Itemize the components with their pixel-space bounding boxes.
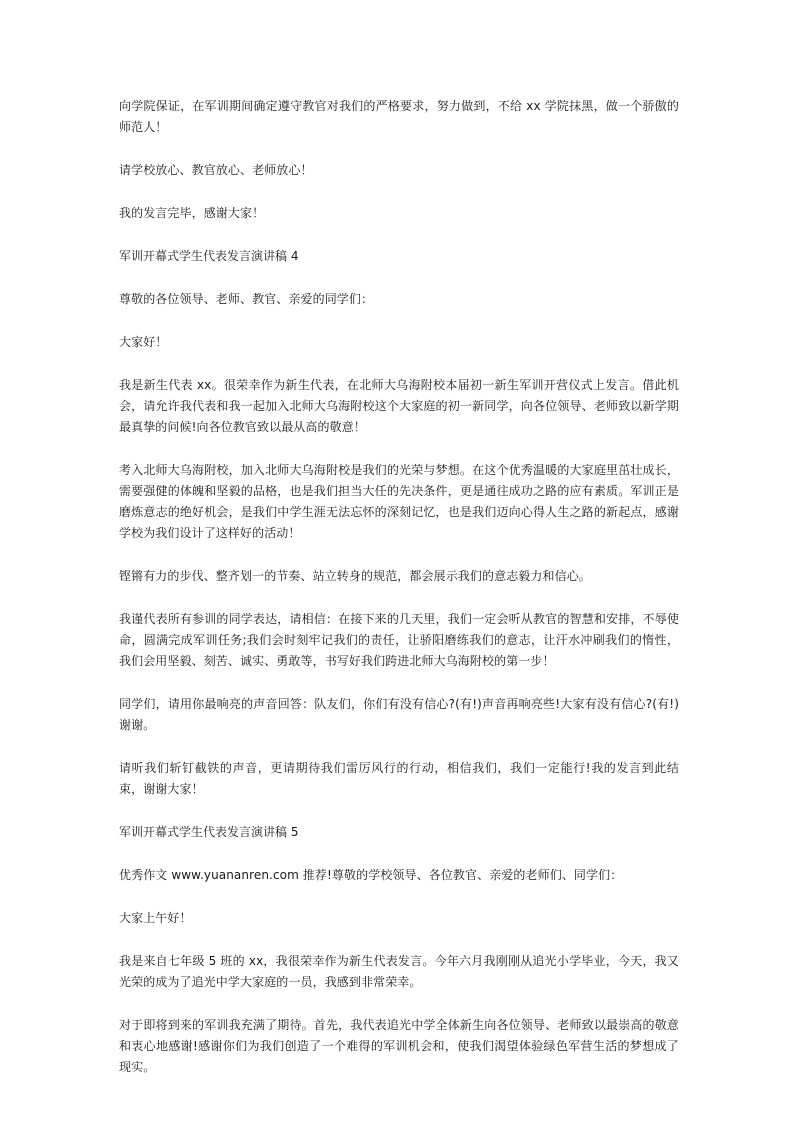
section-heading: 军训开幕式学生代表发言演讲稿 5 [119, 825, 299, 839]
salutation: 尊敬的各位领导、老师、教官、亲爱的同学们： [119, 292, 374, 306]
paragraph: 铿锵有力的步伐、整齐划一的节奏、站立转身的规范，都会展示我们的意志毅力和信心。 [119, 569, 591, 583]
paragraph: 我是来自七年级 5 班的 xx，我很荣幸作为新生代表发言。今年六月我刚刚从追光小学毕业，今天，我又光荣的成为了追光中学大家庭的一员，我感到非常荣幸。 [119, 954, 679, 989]
section-heading: 军训开幕式学生代表发言演讲稿 4 [119, 249, 299, 263]
paragraph: 请学校放心、教官放心、老师放心！ [119, 163, 313, 177]
greeting: 大家好！ [119, 335, 168, 349]
paragraph: 对于即将到来的军训我充满了期待。首先，我代表追光中学全体新生向各位领导、老师致以最崇高的敬意和衷心地感谢!感谢你们为我们创造了一个难得的军训机会和，使我们渴望体验绿色军营生活的梦想成了现实。 [119, 1018, 679, 1074]
paragraph: 考入北师大乌海附校，加入北师大乌海附校是我们的光荣与梦想。在这个优秀温暖的大家庭里茁壮成长，需要强健的体魄和坚毅的品格，也是我们担当大任的先决条件，更是通往成功之路的应有素质。军训正是磨炼意志的绝好机会，是我们中学生涯无法忘怀的深刻记忆，也是我们迈向心得人生之路的新起点，感谢学校为我们设计了这样好的活动！ [119, 463, 679, 540]
greeting: 大家上午好！ [119, 911, 192, 925]
document-page [119, 96, 679, 1100]
paragraph: 我的发言完毕，感谢大家！ [119, 206, 265, 220]
paragraph: 请听我们斩钉截铁的声音，更请期待我们雷厉风行的行动，相信我们，我们一定能行!我的发言到此结束，谢谢大家！ [119, 761, 679, 796]
paragraph: 我谨代表所有参训的同学表达，请相信：在接下来的几天里，我们一定会听从教官的智慧和安排，不辱使命，圆满完成军训任务;我们会时刻牢记我们的责任，让骄阳磨练我们的意志，让汗水冲刷我们的惰性，我们会用坚毅、刻苦、诚实、勇敢等，书写好我们跨进北师大乌海附校的第一步！ [119, 612, 679, 668]
salutation: 优秀作文 www.yuananren.com 推荐!尊敬的学校领导、各位教官、亲爱的老师们、同学们： [119, 868, 623, 882]
paragraph: 向学院保证，在军训期间确定遵守教官对我们的严格要求，努力做到，不给 xx 学院抹黑，做一个骄傲的师范人！ [119, 99, 679, 134]
paragraph: 我是新生代表 xx。很荣幸作为新生代表，在北师大乌海附校本届初一新生军训开营仪式上发言。借此机会，请允许我代表和我一起加入北师大乌海附校这个大家庭的初一新同学，向各位领导、老师致以新学期最真挚的问候!向各位教官致以最从高的敬意！ [119, 378, 679, 434]
paragraph: 同学们，请用你最响亮的声音回答：队友们，你们有没有信心?(有!)声音再响亮些!大家有没有信心?(有!)谢谢。 [119, 697, 679, 732]
